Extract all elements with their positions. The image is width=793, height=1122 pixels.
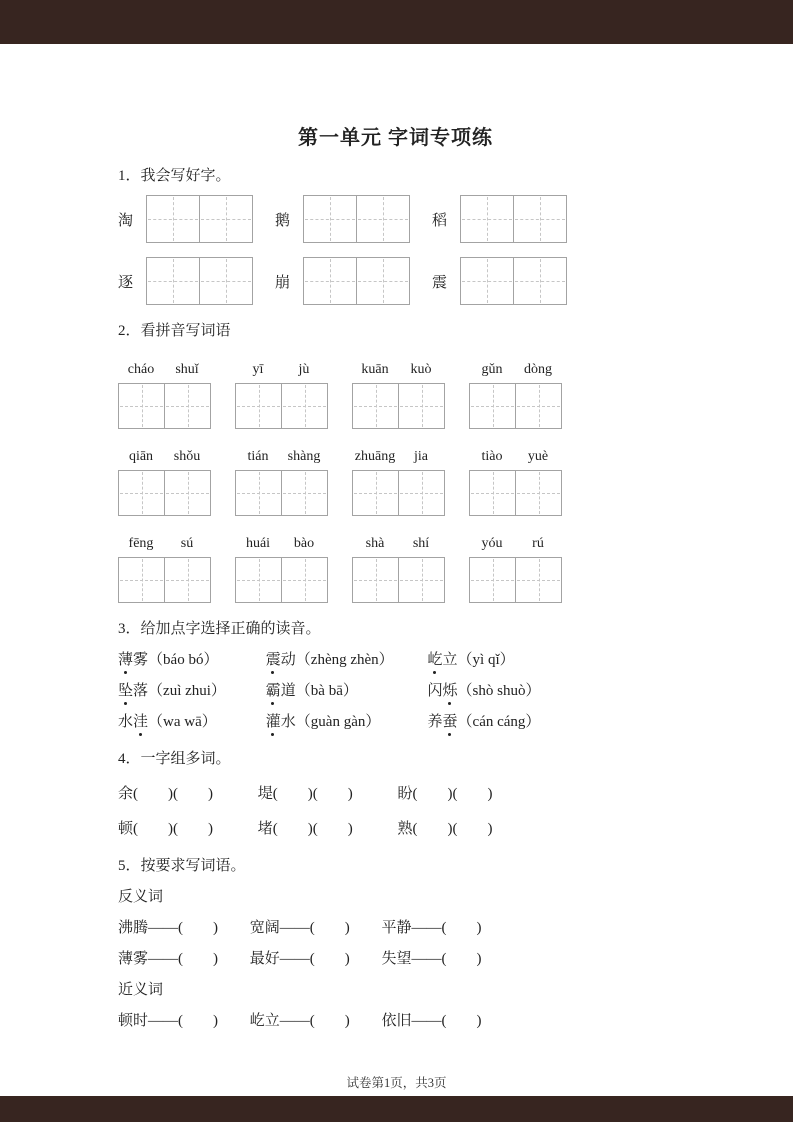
antonym-item (382, 948, 500, 970)
synonym-item (118, 1010, 236, 1032)
pinyin-options: （shò shuò） (457, 683, 541, 699)
document-page (0, 44, 793, 1096)
pinyin-group (469, 362, 562, 429)
pinyin-options: （guàn gàn） (295, 714, 381, 730)
viewer-bottom-bar (0, 1096, 793, 1122)
writing-grid (460, 195, 567, 243)
pinyin-labels (352, 362, 445, 378)
dotted-character: 屹 (428, 649, 443, 671)
pinyin-syllable: sú (180, 536, 194, 551)
word-building-row-1 (118, 783, 683, 805)
answer-blank: ——( ) (279, 920, 350, 936)
word-building-item (118, 818, 254, 840)
writing-group (118, 257, 253, 305)
answer-blank: ——( ) (279, 951, 350, 967)
writing-grid (146, 195, 253, 243)
pronunciation-item (266, 711, 424, 733)
dotted-character: 霸 (266, 680, 281, 702)
answer-blanks: ( )( ) (133, 821, 213, 837)
pinyin-row-2 (118, 449, 683, 516)
pronunciation-item (118, 711, 262, 733)
writing-cell (147, 196, 199, 242)
pinyin-options: （wa wā） (148, 714, 217, 730)
answer-blank: ——( ) (411, 951, 482, 967)
word-building-row-2 (118, 818, 683, 840)
source-word: 薄雾 (118, 951, 149, 967)
pinyin-labels (352, 449, 445, 465)
pinyin-syllable: kuò (410, 362, 432, 377)
pinyin-syllable: tián (247, 449, 269, 464)
writing-cell (461, 196, 513, 242)
answer-cell (398, 558, 444, 602)
antonym-item (118, 948, 236, 970)
writing-grid (303, 257, 410, 305)
pronunciation-item (266, 649, 424, 671)
dotted-character: 蚕 (443, 711, 458, 733)
pinyin-syllable: tiào (481, 449, 503, 464)
answer-grid (118, 383, 211, 429)
answer-grid (235, 470, 328, 516)
pronunciation-item (118, 649, 262, 671)
answer-blank: ——( ) (148, 920, 219, 936)
dotted-character: 坠 (118, 680, 133, 702)
answer-cell (470, 384, 515, 428)
answer-cell (353, 558, 398, 602)
pinyin-group (118, 536, 211, 603)
pronunciation-row-2 (118, 680, 683, 702)
word-building-item (398, 818, 534, 840)
dotted-character: 薄 (118, 649, 133, 671)
source-word: 平静 (381, 920, 412, 936)
base-character: 余 (118, 786, 134, 802)
character-label: 震 (432, 274, 448, 291)
writing-cell (513, 196, 566, 242)
pronunciation-item (266, 680, 424, 702)
writing-grid (146, 257, 253, 305)
answer-cell (515, 558, 561, 602)
answer-cell (515, 384, 561, 428)
source-word: 最好 (249, 951, 280, 967)
writing-cell (199, 258, 252, 304)
antonym-item (250, 917, 368, 939)
pinyin-group (118, 449, 211, 516)
answer-cell (119, 384, 164, 428)
pinyin-options: （bà bā） (295, 683, 358, 699)
writing-cell (304, 258, 356, 304)
character-label: 逐 (118, 274, 134, 291)
pinyin-syllable: qiān (128, 449, 154, 464)
source-word: 顿时 (118, 1013, 149, 1029)
writing-cell (356, 258, 409, 304)
answer-cell (119, 558, 164, 602)
antonym-item (118, 917, 236, 939)
section1-heading: 1．我会写好字。 (118, 168, 231, 184)
pinyin-syllable: shà (365, 536, 385, 551)
pinyin-group (352, 536, 445, 603)
answer-cell (470, 558, 515, 602)
answer-cell (164, 384, 210, 428)
answer-cell (236, 471, 281, 515)
pinyin-syllable: jù (298, 362, 310, 377)
pinyin-group (352, 362, 445, 429)
writing-grid (460, 257, 567, 305)
pinyin-syllable: bào (293, 536, 315, 551)
antonym-row-2 (118, 948, 683, 970)
answer-grid (469, 557, 562, 603)
answer-cell (398, 384, 444, 428)
writing-cell (356, 196, 409, 242)
base-character: 熟 (397, 821, 413, 837)
writing-group (118, 195, 253, 243)
answer-cell (281, 558, 327, 602)
answer-blanks: ( )( ) (133, 786, 213, 802)
synonym-item (250, 1010, 368, 1032)
answer-blank: ——( ) (148, 951, 219, 967)
pinyin-labels (118, 449, 211, 465)
dotted-character: 震 (266, 649, 281, 671)
page-title: 第一单元 字词专项练 (298, 127, 493, 149)
answer-grid (235, 557, 328, 603)
answer-blank: ——( ) (411, 1013, 482, 1029)
pinyin-labels (118, 536, 211, 552)
answer-blank: ——( ) (411, 920, 482, 936)
answer-blanks: ( )( ) (272, 786, 353, 802)
answer-cell (164, 471, 210, 515)
antonym-row-1 (118, 917, 683, 939)
word-prefix: 养 (427, 714, 443, 730)
synonym-row-1 (118, 1010, 683, 1032)
dotted-character: 烁 (443, 680, 458, 702)
pinyin-options: （yì qǐ） (457, 652, 515, 668)
pinyin-syllable: fēng (128, 536, 154, 551)
word-prefix: 水 (118, 714, 134, 730)
pinyin-syllable: dòng (524, 362, 552, 377)
pinyin-syllable: gǔn (481, 362, 503, 377)
pinyin-syllable: yī (252, 362, 264, 377)
word-suffix: 落 (133, 683, 149, 699)
writing-cell (304, 196, 356, 242)
answer-cell (236, 384, 281, 428)
pinyin-group (469, 536, 562, 603)
answer-grid (118, 470, 211, 516)
section4-heading: 4．一字组多词。 (118, 751, 231, 767)
pinyin-syllable: shí (412, 536, 430, 551)
writing-group (432, 195, 567, 243)
pinyin-labels (235, 536, 328, 552)
word-building-item (258, 818, 394, 840)
writing-group (275, 195, 410, 243)
pinyin-syllable: yóu (481, 536, 503, 551)
word-building-item (118, 783, 254, 805)
pinyin-labels (235, 362, 328, 378)
pronunciation-item (428, 649, 572, 671)
writing-cell (147, 258, 199, 304)
pinyin-row-1 (118, 362, 683, 429)
answer-grid (352, 470, 445, 516)
source-word: 依旧 (381, 1013, 412, 1029)
pronunciation-item (428, 711, 572, 733)
page-footer: 试卷第1页，共3页 (346, 1076, 447, 1090)
writing-cell (461, 258, 513, 304)
answer-cell (398, 471, 444, 515)
answer-grid (352, 557, 445, 603)
dotted-character: 洼 (133, 711, 148, 733)
pronunciation-item (118, 680, 262, 702)
antonyms-label: 反义词 (118, 889, 164, 905)
answer-cell (119, 471, 164, 515)
pinyin-syllable: huái (245, 536, 271, 551)
base-character: 盼 (397, 786, 413, 802)
word-prefix: 闪 (427, 683, 443, 699)
pinyin-labels (118, 362, 211, 378)
pinyin-labels (352, 536, 445, 552)
base-character: 顿 (118, 821, 134, 837)
synonym-item (382, 1010, 500, 1032)
section2-heading: 2．看拼音写词语 (118, 323, 231, 339)
synonyms-label: 近义词 (118, 982, 164, 998)
pinyin-syllable: yuè (527, 449, 549, 464)
answer-cell (164, 558, 210, 602)
pronunciation-item (428, 680, 572, 702)
answer-cell (236, 558, 281, 602)
word-suffix: 动 (280, 652, 296, 668)
answer-grid (118, 557, 211, 603)
writing-row-1 (118, 195, 683, 243)
pinyin-labels (235, 449, 328, 465)
base-character: 堤 (257, 786, 273, 802)
source-word: 失望 (381, 951, 412, 967)
answer-cell (281, 471, 327, 515)
answer-grid (469, 383, 562, 429)
writing-row-2 (118, 257, 683, 305)
pinyin-syllable: jia (414, 449, 428, 464)
pinyin-group (235, 449, 328, 516)
answer-blank: ——( ) (148, 1013, 219, 1029)
pinyin-syllable: rú (532, 536, 544, 551)
writing-group (432, 257, 567, 305)
pronunciation-row-3 (118, 711, 683, 733)
character-label: 稻 (432, 212, 448, 229)
word-suffix: 立 (442, 652, 458, 668)
answer-cell (353, 471, 398, 515)
pinyin-labels (469, 362, 562, 378)
pinyin-group (352, 449, 445, 516)
word-suffix: 道 (280, 683, 296, 699)
base-character: 堵 (257, 821, 273, 837)
section5-heading: 5．按要求写词语。 (118, 858, 246, 874)
pinyin-options: （cán cáng） (457, 714, 541, 730)
pinyin-syllable: cháo (127, 362, 155, 377)
source-word: 宽阔 (249, 920, 280, 936)
pinyin-group (118, 362, 211, 429)
pinyin-options: （zuì zhui） (148, 683, 226, 699)
pinyin-syllable: shàng (287, 449, 321, 464)
answer-blanks: ( )( ) (412, 786, 493, 802)
pinyin-group (235, 362, 328, 429)
character-label: 崩 (275, 274, 291, 291)
word-suffix: 雾 (133, 652, 149, 668)
pinyin-options: （zhèng zhèn） (295, 652, 394, 668)
pinyin-syllable: zhuāng (354, 449, 396, 464)
antonym-item (250, 948, 368, 970)
answer-blanks: ( )( ) (272, 821, 353, 837)
answer-cell (470, 471, 515, 515)
pinyin-labels (469, 536, 562, 552)
character-label: 淘 (118, 212, 134, 229)
writing-cell (513, 258, 566, 304)
source-word: 沸腾 (118, 920, 149, 936)
answer-cell (515, 471, 561, 515)
viewer-top-bar (0, 0, 793, 44)
section3-heading: 3．给加点字选择正确的读音。 (118, 621, 321, 637)
answer-grid (352, 383, 445, 429)
writing-grid (303, 195, 410, 243)
answer-cell (281, 384, 327, 428)
pinyin-options: （báo bó） (148, 652, 219, 668)
pinyin-syllable: shuǐ (175, 362, 199, 377)
writing-group (275, 257, 410, 305)
pinyin-row-3 (118, 536, 683, 603)
word-building-item (398, 783, 534, 805)
pinyin-labels (469, 449, 562, 465)
pronunciation-row-1 (118, 649, 683, 671)
pinyin-syllable: kuān (361, 362, 389, 377)
pinyin-group (235, 536, 328, 603)
answer-grid (235, 383, 328, 429)
answer-grid (469, 470, 562, 516)
pinyin-syllable: shǒu (173, 449, 201, 464)
answer-cell (353, 384, 398, 428)
source-word: 屹立 (249, 1013, 280, 1029)
pinyin-group (469, 449, 562, 516)
word-suffix: 水 (280, 714, 296, 730)
character-label: 鹅 (275, 212, 291, 229)
answer-blank: ——( ) (279, 1013, 350, 1029)
dotted-character: 灌 (266, 711, 281, 733)
writing-cell (199, 196, 252, 242)
word-building-item (258, 783, 394, 805)
antonym-item (382, 917, 500, 939)
answer-blanks: ( )( ) (412, 821, 493, 837)
